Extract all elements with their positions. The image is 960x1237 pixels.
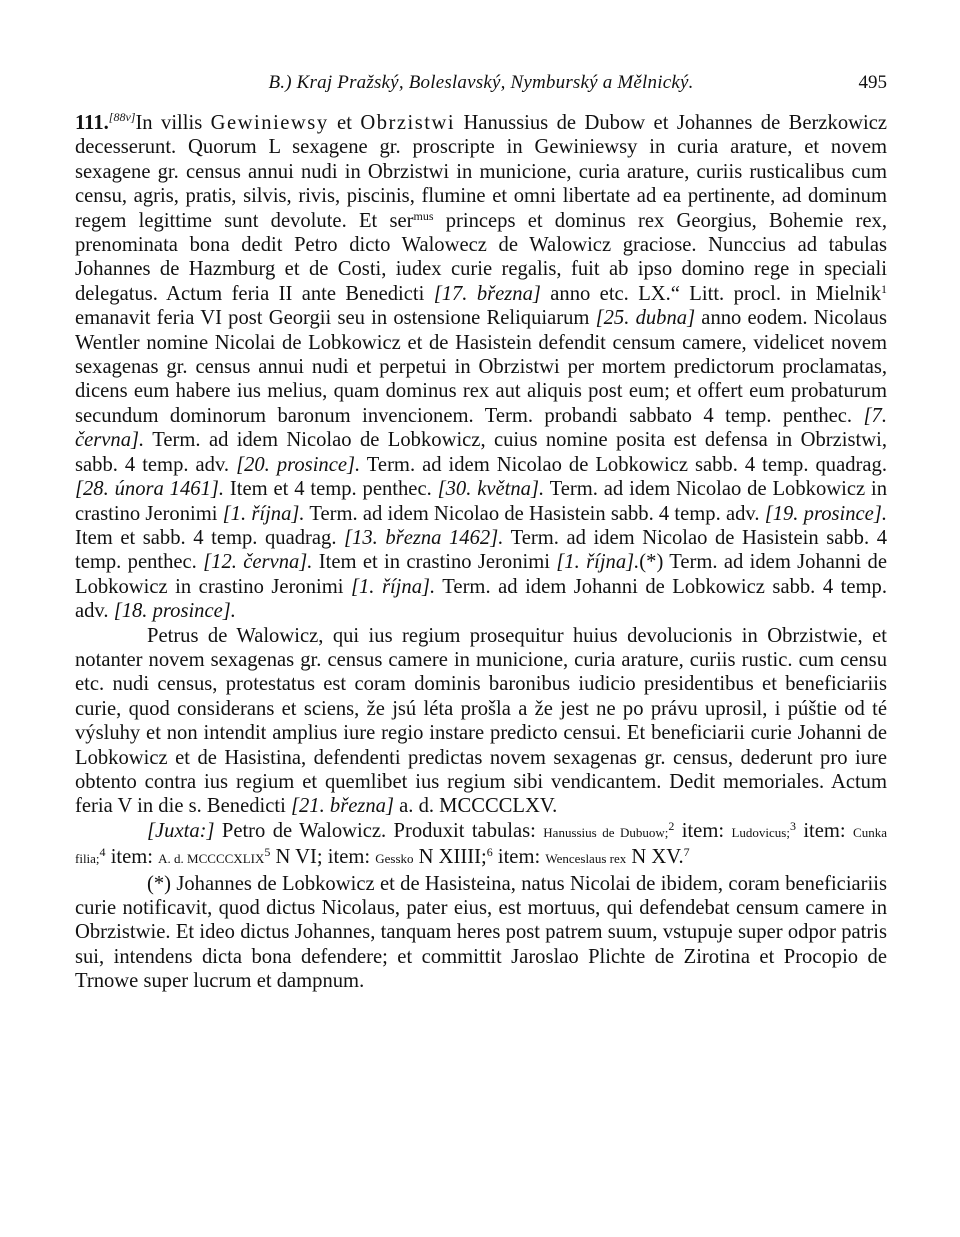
paragraph-juxta — [75, 819, 887, 872]
text-run: Petrus de Walowicz, qui ius regium prosequitur huius devolucionis in Obrzistwie, et notanter novem sexagenas gr. census camere in municione, curia arature, curiis rustic. cum censu etc. nudi census, protestatus est coram dominis baronibus iudicio presidentibus et beneficiariis curie, quod considerans et sciens, že jsú léta prošla a že jest ne po právu uprosil, i púštie od té výsluhy et non intendit amplius iure regio instare predicto censui. Et beneficiarii curie Johanni de Lobkowicz et de Hasistina, defendenti predictas novem sexagenas gr. census, dederunt pro iure obtento contra ius regium et quemlibet ius regium sibi vendicantem. Dedit memoriales. Actum feria V in die s. Benedicti — [75, 624, 887, 818]
text-run: anno etc. LX.“ Litt. procl. in Mielnik — [540, 282, 881, 305]
running-title: B.) Kraj Pražský, Boleslavský, Nymburský a Mělnický. — [268, 72, 694, 93]
date-annotation: [18. prosince]. — [113, 600, 236, 623]
small-caps-run: Gessko — [375, 851, 414, 867]
small-caps-run: A. d. MCCCCXLIX — [158, 851, 265, 867]
small-caps-run: Wenceslaus rex — [545, 851, 627, 867]
footnote-ref: 7 — [683, 845, 690, 860]
date-annotation: [1. října]. — [222, 502, 305, 525]
running-header — [75, 68, 887, 98]
small-caps-run: Ludovicus; — [731, 824, 790, 840]
paragraph-petrus — [75, 624, 887, 819]
text-run: In villis — [135, 112, 211, 134]
date-annotation: [13. března 1462]. — [344, 526, 504, 549]
folio-mark: [88v] — [108, 110, 136, 124]
date-annotation: [17. března] — [433, 282, 541, 305]
text-run: anno eodem. Nicolaus Wentler nomine Nicolai de Lobkowicz et de Hasistein defendit censum camere, videlicet novem sexagenas gr. census annui nudi et perpetui in Obrzistwi per mortem predictorum proclamatas, dicens eum habere ius melius, quam dominus rex aut aliquis post eum; et offert eum probaturum secundum dominorum baronum invencionem. Term. probandi sabbato 4 temp. penthec. — [75, 307, 887, 427]
page-number: 495 — [858, 72, 887, 93]
date-annotation: [19. prosince]. — [764, 502, 887, 525]
text-run: item: — [492, 846, 546, 869]
footnote-ref: 4 — [99, 845, 106, 860]
small-caps-run: Cunka filia; — [75, 824, 887, 867]
text-run-spaced: Gewiniewsy — [210, 112, 329, 134]
date-annotation: [1. října]. — [350, 575, 436, 598]
text-run: N XIIII; — [413, 846, 487, 869]
text-run-spaced: Obrzistwi — [360, 112, 456, 134]
date-annotation: [1. října]. — [556, 551, 640, 574]
text-run: Item et in crastino Jeronimi — [312, 551, 557, 574]
text-run: item: — [674, 819, 732, 842]
text-run: item: — [795, 819, 854, 842]
text-run: princeps et dominus rex Georgius, Bohemie rex, prenominata bona dedit Petro dicto Walowecz de Walowicz graciose. Nunccius ad tabulas Johannes de Hazmburg et de Costi, iudex curie regalis, fuit ab ipso domino rege in speciali delegatus. Actum feria II ante Benedicti — [75, 209, 887, 305]
footnote-ref: 2 — [668, 818, 675, 833]
text-run: N VI; item: — [270, 846, 376, 869]
body-text — [75, 111, 887, 994]
text-run: Petro de Walowicz. Produxit tabulas: — [214, 819, 544, 842]
juxta-label: [Juxta:] — [147, 819, 215, 842]
entry-number: 111. — [75, 112, 109, 134]
date-annotation: [25. dubna] — [595, 307, 696, 330]
text-run: emanavit feria VI post Georgii seu in ostensione Reliquiarum — [75, 307, 596, 330]
small-caps-run: Hanussius de Dubuow; — [543, 824, 669, 840]
text-run: item: — [105, 846, 159, 869]
text-run: Term. ad idem Nicolao de Lobkowicz, cuius nomine posita est defensa in Obrzistwi, sabb. 4 temp. adv. — [75, 429, 887, 476]
text-run: a. d. MCCCCLXV. — [393, 795, 558, 818]
text-run: Term. ad idem Nicolao de Lobkowicz in crastino Jeronimi — [75, 478, 887, 525]
date-annotation: [21. března] — [291, 795, 394, 818]
text-run: Term. ad idem Johanni de Lobkowicz sabb. 4 temp. adv. — [75, 575, 887, 623]
text-run: (*) Johannes de Lobkowicz et de Hasisteina, natus Nicolai de ibidem, coram beneficiariis curie notificavit, quod dictus Nicolaus, pater eius, est mortuus, qui defendebat censum camere in Obrzistwie. Et ideo dictus Johannes, tanquam heres post patrem suum, vstupuje super odpor patris sui, intendens dicta bona defendere; et committit Jaroslao Plichte de Zirotina et Procopio de Trnowe super lucrum et dampnum. — [75, 872, 887, 993]
date-annotation: [28. února 1461]. — [75, 478, 225, 501]
text-run: Term. ad idem Nicolao de Lobkowicz sabb. 4 temp. quadrag. — [360, 453, 887, 476]
footnote-ref: 1 — [881, 281, 887, 296]
footnote-ref: 6 — [486, 845, 493, 860]
date-annotation: [30. května]. — [437, 478, 545, 501]
date-annotation: [12. června]. — [203, 551, 313, 574]
text-run: Item et sabb. 4 temp. quadrag. — [75, 526, 345, 549]
footnote-ref: 5 — [264, 845, 271, 860]
paragraph-note-asterisk — [75, 872, 887, 994]
text-run: Item et 4 temp. penthec. — [224, 478, 438, 501]
text-run: et — [328, 112, 361, 134]
text-run: (*) Term. ad idem Johanni de Lobkowicz in crastino Jeronimi — [75, 551, 887, 598]
text-run: Term. ad idem Nicolao de Hasistein sabb. 4 temp. adv. — [304, 502, 765, 525]
text-run: Term. ad idem Nicolao de Hasistein sabb. 4 temp. penthec. — [75, 526, 887, 574]
superscript: mus — [413, 208, 434, 223]
paragraph-entry-111 — [75, 111, 887, 624]
footnote-ref: 3 — [789, 818, 796, 833]
text-run: N XV. — [626, 846, 684, 869]
date-annotation: [20. prosince]. — [236, 453, 361, 476]
date-annotation: [7. června]. — [75, 404, 887, 452]
text-run: Hanussius de Dubow et Johannes de Berzkowicz decesserunt. Quorum L sexagene gr. proscripte in Gewiniewsy in curia arature, et novem sexagene gr. census annui nudi in Obrzistwi in municione, curia arature, curiis rusticalibus cum censu, agris, pratis, silvis, rivis, piscinis, flumine et omni libertate ad ea pertinente, ad dominum regem legittime sunt devolute. Et ser — [75, 112, 887, 232]
